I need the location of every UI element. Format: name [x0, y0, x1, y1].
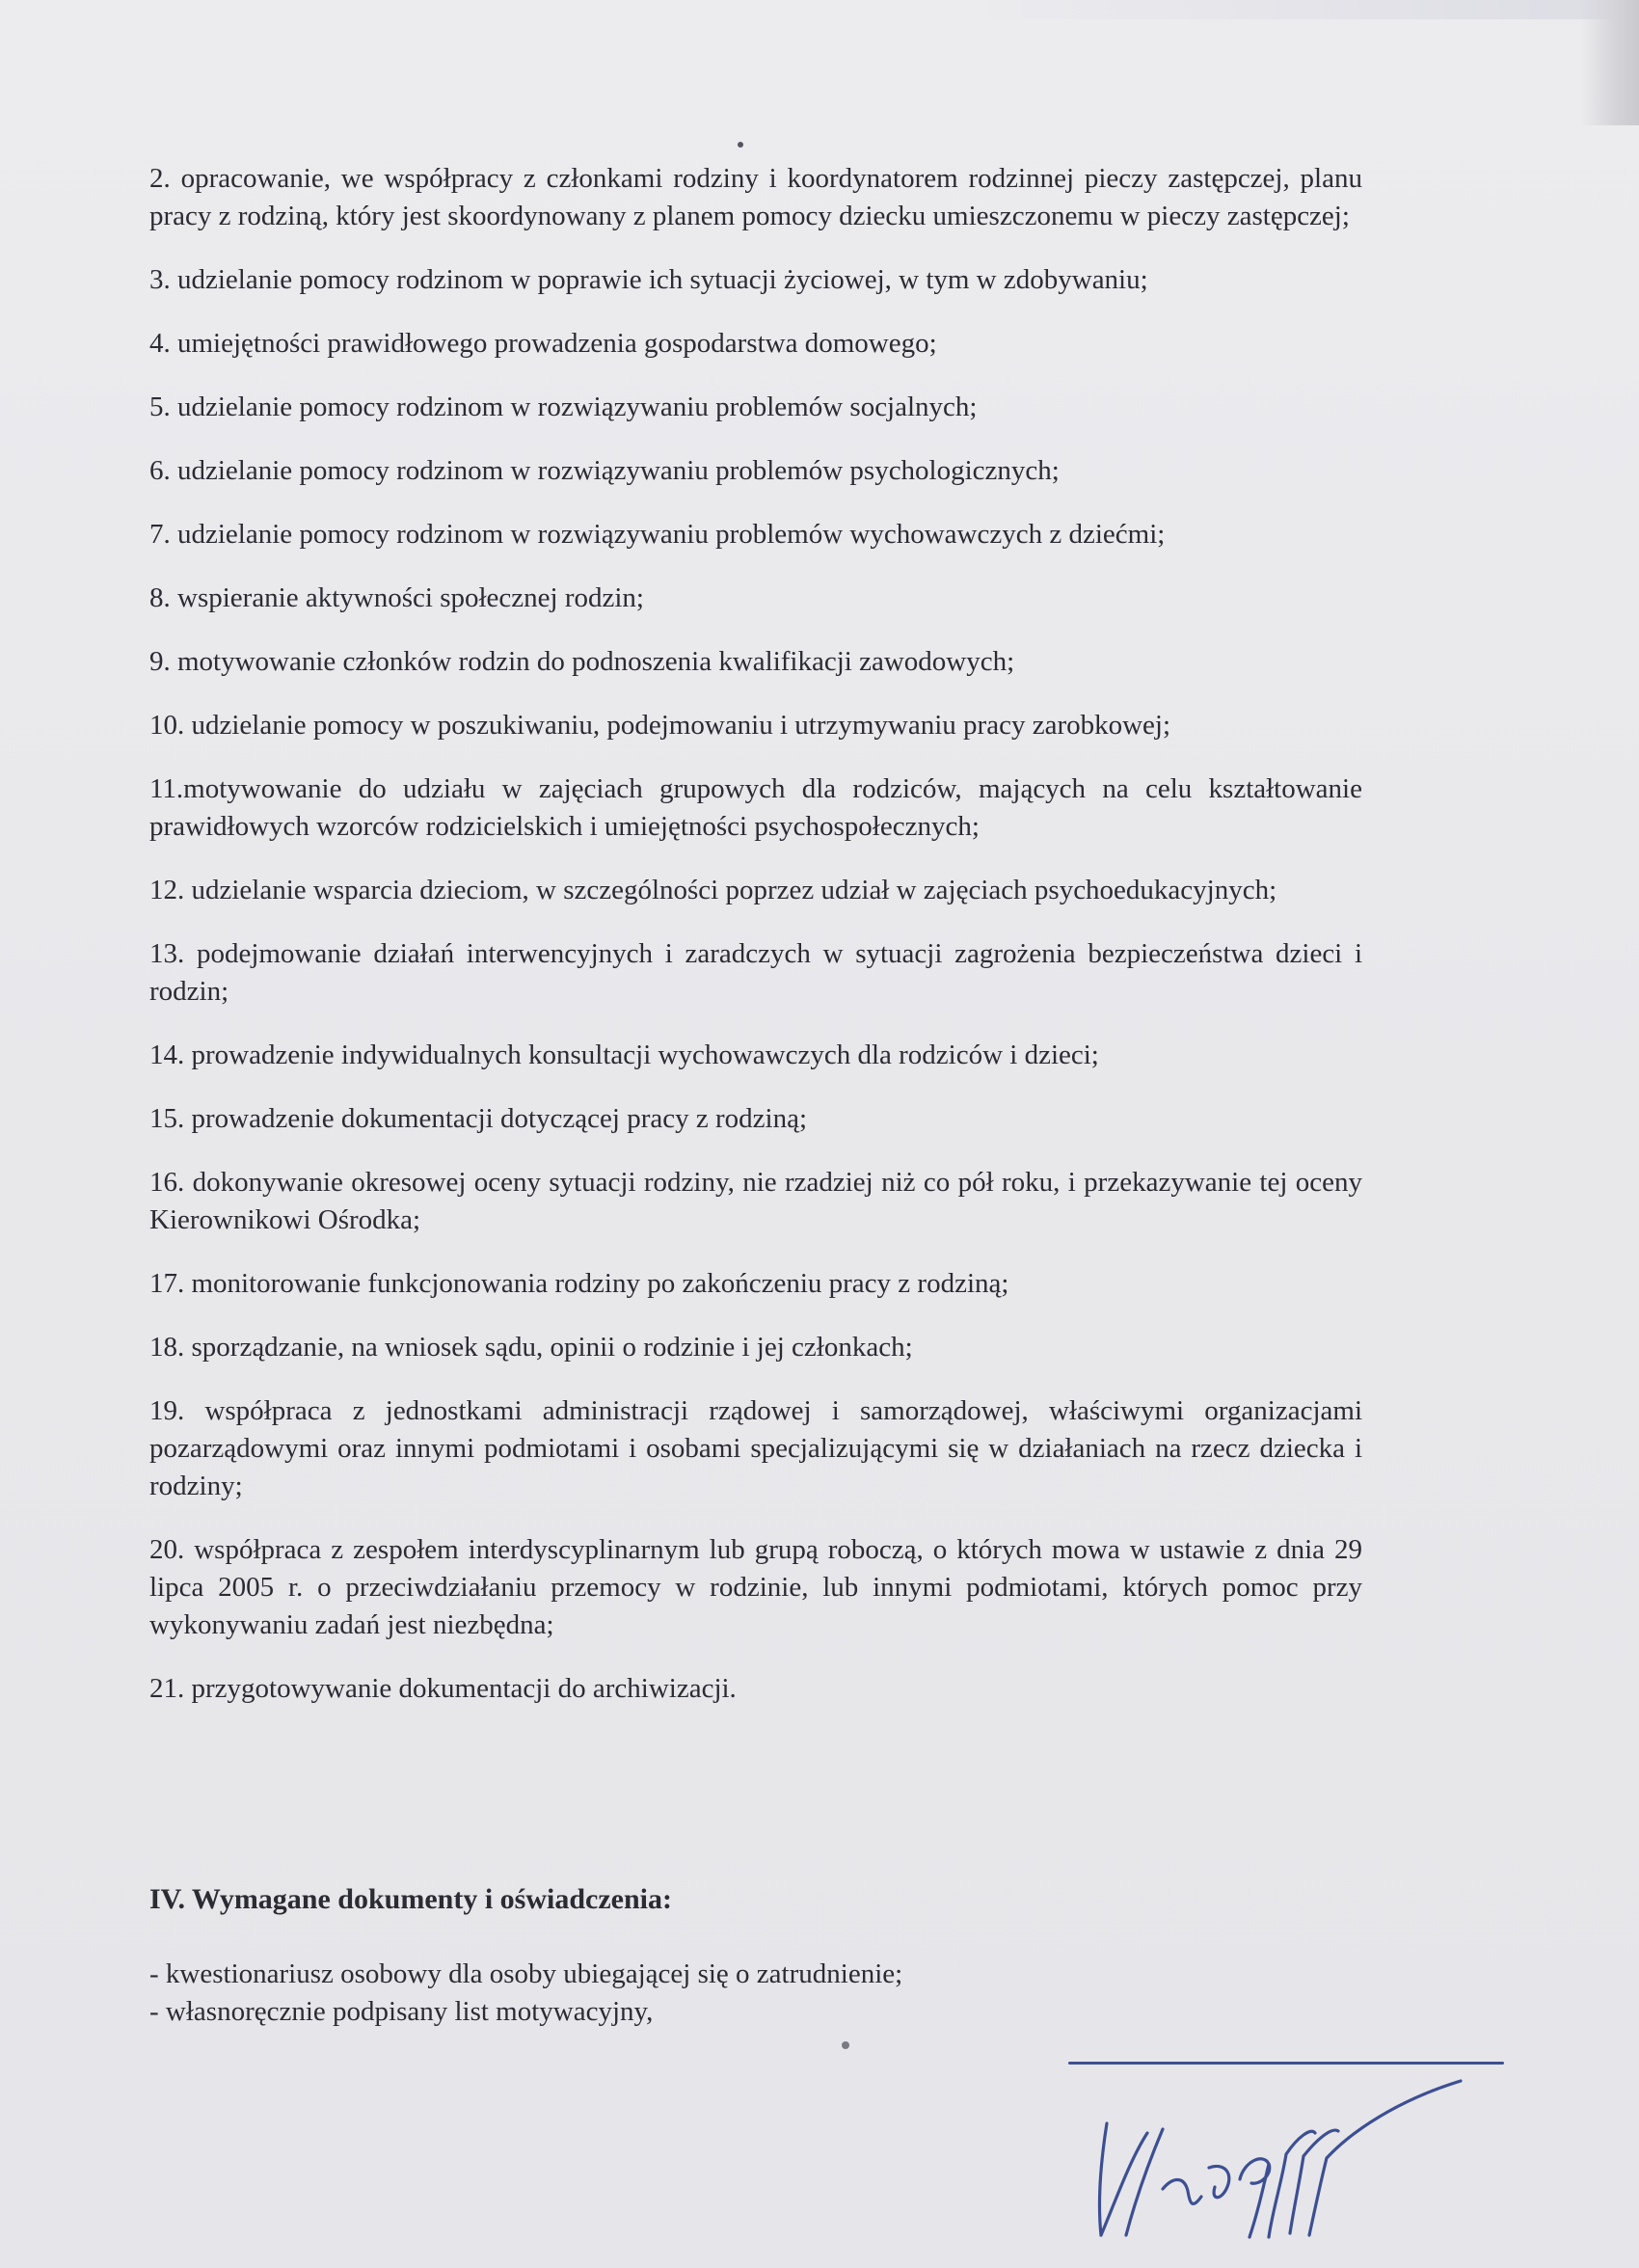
duties-list [149, 160, 1362, 1734]
list-item: 5. udzielanie pomocy rodzinom w rozwiązywaniu problemów socjalnych; [149, 392, 978, 422]
list-item: 7. udzielanie pomocy rodzinom w rozwiązywaniu problemów wychowawczych z dziećmi; [149, 519, 1166, 550]
list-item: 12. udzielanie wsparcia dzieciom, w szczególności poprzez udział w zajęciach psychoedukacyjnych; [149, 875, 1277, 905]
list-item: 19. współpraca z jednostkami administracji rządowej i samorządowej, właściwymi organizacjami pozarządowymi oraz innymi podmiotami i osobami specjalizującymi się w działaniach na rzecz dziecka i rodziny; [149, 1395, 1362, 1501]
list-item: 4. umiejętności prawidłowego prowadzenia gospodarstwa domowego; [149, 328, 937, 359]
list-item: 20. współpraca z zespołem interdyscyplinarnym lub grupą roboczą, o których mowa w ustawie z dnia 29 lipca 2005 r. o przeciwdziałaniu przemocy w rodzinie, lub innymi podmiotami, których pomoc przy wykonywaniu zadań jest niezbędna; [149, 1534, 1362, 1640]
list-item: 3. udzielanie pomocy rodzinom w poprawie ich sytuacji życiowej, w tym w zdobywaniu; [149, 264, 1148, 295]
list-item: 2. opracowanie, we współpracy z członkami rodziny i koordynatorem rodzinnej pieczy zastępczej, planu pracy z rodziną, który jest skoordynowany z planem pomocy dziecku umieszczonemu w pieczy zastępczej; [149, 163, 1362, 231]
scan-edge-right [1581, 0, 1639, 125]
required-docs-list [149, 1956, 902, 2031]
list-item: 13. podejmowanie działań interwencyjnych i zaradczych w sytuacji zagrożenia bezpieczeństwa dzieci i rodzin; [149, 938, 1362, 1007]
list-item: 9. motywowanie członków rodzin do podnoszenia kwalifikacji zawodowych; [149, 646, 1015, 677]
required-doc-item: - kwestionariusz osobowy dla osoby ubiegającej się o zatrudnienie; [149, 1958, 903, 1989]
section-heading: IV. Wymagane dokumenty i oświadczenia: [149, 1883, 672, 1915]
list-item: 17. monitorowanie funkcjonowania rodziny po zakończeniu pracy z rodziną; [149, 1268, 1009, 1299]
list-item: 6. udzielanie pomocy rodzinom w rozwiązywaniu problemów psychologicznych; [149, 455, 1060, 486]
scan-speck [842, 2041, 849, 2049]
handwritten-signature [1080, 2073, 1543, 2247]
list-item: 10. udzielanie pomocy w poszukiwaniu, podejmowaniu i utrzymywaniu pracy zarobkowej; [149, 710, 1171, 741]
list-item: 11.motywowanie do udziału w zajęciach grupowych dla rodziców, mających na celu kształtowanie prawidłowych wzorców rodzicielskich i umiejętności psychospołecznych; [149, 773, 1362, 842]
list-item: 18. sporządzanie, na wniosek sądu, opinii o rodzinie i jej członkach; [149, 1332, 913, 1363]
scan-speck [738, 142, 743, 148]
signature-line [1068, 2062, 1504, 2065]
scan-edge-top [964, 0, 1639, 19]
list-item: 15. prowadzenie dokumentacji dotyczącej pracy z rodziną; [149, 1103, 807, 1134]
required-doc-item: - własnoręcznie podpisany list motywacyjny, [149, 1996, 654, 2027]
list-item: 16. dokonywanie okresowej oceny sytuacji rodziny, nie rzadziej niż co pół roku, i przekazywanie tej oceny Kierownikowi Ośrodka; [149, 1167, 1362, 1235]
list-item: 21. przygotowywanie dokumentacji do archiwizacji. [149, 1673, 737, 1704]
list-item: 14. prowadzenie indywidualnych konsultacji wychowawczych dla rodziców i dzieci; [149, 1040, 1099, 1070]
list-item: 8. wspieranie aktywności społecznej rodzin; [149, 582, 644, 613]
